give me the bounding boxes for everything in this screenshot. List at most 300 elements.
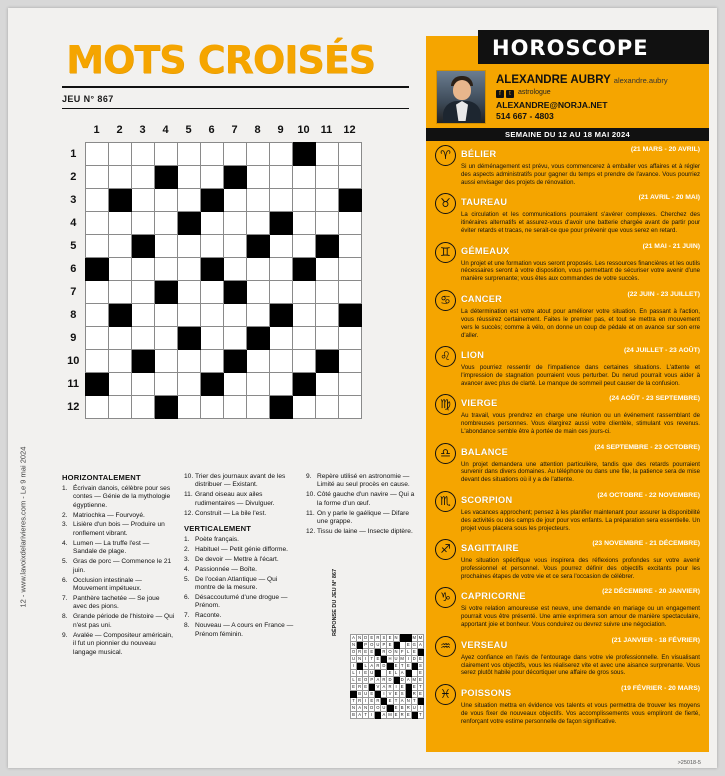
grid-cell[interactable]: [246, 303, 269, 326]
answer-cell: G: [412, 642, 416, 647]
answer-cell: A: [400, 698, 404, 703]
grid-cell[interactable]: [269, 234, 292, 257]
answer-cell: S: [400, 691, 404, 696]
grid-cell[interactable]: [200, 303, 223, 326]
grid-cell[interactable]: [292, 349, 315, 372]
clue-number: 10.: [184, 473, 194, 480]
horoscope-sign-gmeaux: [435, 241, 700, 288]
clue-item: [184, 612, 297, 620]
grid-cell[interactable]: [315, 142, 338, 165]
clue-number: 1.: [62, 484, 68, 492]
clue-text: De devoir — Mettre à l'écart.: [195, 555, 279, 563]
facebook-icon[interactable]: f: [496, 90, 504, 98]
grid-cell[interactable]: [315, 326, 338, 349]
grid-cell: [269, 211, 292, 234]
grid-cell[interactable]: [154, 234, 177, 257]
crossword-grid[interactable]: [62, 119, 362, 419]
grid-cell[interactable]: [292, 211, 315, 234]
answer-cell: E: [358, 677, 361, 682]
zodiac-lion-icon: ♌: [435, 346, 456, 367]
clue-number: 12.: [306, 528, 316, 536]
answer-cell: N: [394, 635, 398, 640]
sign-dates: (21 MAI - 21 JUIN): [642, 242, 700, 250]
row-header-7: 7: [70, 285, 77, 298]
grid-cell: [200, 257, 223, 280]
grid-cell[interactable]: [292, 188, 315, 211]
clue-item: [306, 510, 419, 527]
row-header-3: 3: [70, 193, 77, 206]
row-header-8: 8: [70, 308, 77, 321]
answer-cell: E: [419, 670, 422, 675]
grid-cell[interactable]: [315, 372, 338, 395]
row-header-12: 12: [67, 400, 80, 413]
grid-cell[interactable]: [154, 142, 177, 165]
zodiac-scorpion-icon: ♏: [435, 491, 456, 512]
col-header-6: 6: [208, 124, 215, 137]
zodiac-balance-icon: ♎: [435, 443, 456, 464]
grid-cell[interactable]: [223, 257, 246, 280]
row-header-11: 11: [67, 377, 80, 390]
answer-cell: I: [363, 698, 369, 705]
title-divider: [62, 86, 409, 88]
grid-cell[interactable]: [269, 188, 292, 211]
page-spine: [8, 8, 36, 768]
grid-cell[interactable]: [315, 257, 338, 280]
sign-text: Si un déménagement est prévu, vous commencerez à emballer vos affaires et à régler des aspects administratifs pour gagner du temps et prendre de l'avance. Vous pourriez aussi envisager des projets de rénovation.: [461, 163, 700, 186]
grid-cell: [269, 395, 292, 418]
grid-cell[interactable]: [269, 326, 292, 349]
zodiac-verseau-icon: ♒: [435, 636, 456, 657]
grid-cell[interactable]: [154, 188, 177, 211]
grid-cell[interactable]: [338, 234, 361, 257]
clue-number: 8.: [62, 613, 68, 621]
grid-cell[interactable]: [131, 280, 154, 303]
answer-cell: P: [364, 642, 368, 647]
clue-number: 7.: [184, 612, 190, 620]
grid-cell[interactable]: [177, 257, 200, 280]
row-header-1: 1: [70, 147, 77, 160]
grid-cell[interactable]: [269, 165, 292, 188]
answer-cell: E: [419, 656, 422, 661]
answer-cell: E: [364, 684, 368, 689]
answer-cell: U: [364, 691, 368, 696]
sign-name: CANCER: [461, 293, 503, 304]
answer-cell: E: [406, 642, 410, 647]
grid-cell: [223, 349, 246, 372]
grid-cell[interactable]: [315, 211, 338, 234]
newspaper-page: [8, 8, 717, 768]
grid-cell[interactable]: [246, 372, 269, 395]
answer-key-label: RÉPONSE DU JEU N° 867: [332, 569, 338, 636]
horoscope-title: HOROSCOPE: [492, 36, 649, 60]
grid-cell[interactable]: [223, 211, 246, 234]
clue-number: 6.: [62, 576, 68, 584]
grid-row: [62, 211, 361, 234]
grid-cell[interactable]: [177, 303, 200, 326]
zodiac-poissons-icon: ♓: [435, 684, 456, 705]
grid-cell[interactable]: [108, 211, 131, 234]
col-header-3: 3: [139, 124, 146, 137]
grid-cell[interactable]: [338, 395, 361, 418]
answer-cell: L: [352, 670, 355, 675]
answer-cell: D: [382, 663, 386, 668]
grid-cell[interactable]: [108, 280, 131, 303]
grid-row: [62, 303, 361, 326]
page-title: MOTS CROISÉS: [66, 38, 375, 82]
answer-cell: D: [388, 677, 392, 682]
zodiac-sagittaire-icon: ♐: [435, 539, 456, 560]
answer-cell: E: [388, 670, 392, 675]
grid-cell[interactable]: [85, 142, 108, 165]
grid-cell[interactable]: [85, 211, 108, 234]
sign-text: La détermination est votre atout pour améliorer votre situation. En passant à l'action, vous réussirez certainement. Faites le premier pas, et tout se mettra en mouvement vers le succès; comme à vélo, on donne un coup de pédale et on avance sur son erre d'aller.: [461, 307, 700, 339]
grid-cell[interactable]: [108, 372, 131, 395]
grid-cell[interactable]: [292, 234, 315, 257]
answer-cell: R: [376, 635, 380, 640]
grid-cell[interactable]: [154, 303, 177, 326]
grid-cell[interactable]: [154, 326, 177, 349]
crossword-section: [48, 26, 423, 752]
answer-cell: I: [405, 656, 411, 663]
answer-cell: N: [364, 705, 368, 710]
grid-cell[interactable]: [200, 395, 223, 418]
grid-cell[interactable]: [338, 142, 361, 165]
clue-item: [184, 556, 297, 564]
clue-number: 3.: [62, 521, 68, 529]
sign-text: Un projet et une formation vous seront proposés. Les ressources financières et les outils nécessaires seront à votre disposition, vous permettant de sécuriser votre avenir d'une manière surprenante; vous êtes aux commandes de votre succès.: [461, 259, 700, 283]
grid-cell[interactable]: [108, 395, 131, 418]
grid-cell[interactable]: [177, 280, 200, 303]
sign-name: SCORPION: [461, 494, 513, 505]
grid-row: [62, 395, 361, 418]
grid-cell[interactable]: [131, 142, 154, 165]
row-header-9: 9: [70, 331, 77, 344]
grid-cell[interactable]: [131, 326, 154, 349]
grid-cell[interactable]: [223, 142, 246, 165]
avatar: [436, 70, 486, 124]
clues-area: [62, 473, 422, 659]
grid-cell[interactable]: [131, 303, 154, 326]
grid-cell[interactable]: [246, 142, 269, 165]
grid-cell[interactable]: [131, 211, 154, 234]
grid-cell: [338, 188, 361, 211]
answer-cell: T: [400, 663, 404, 668]
clue-number: 1.: [184, 535, 190, 543]
answer-cell: M: [400, 656, 404, 661]
grid-cell[interactable]: [177, 395, 200, 418]
answer-cell: T: [394, 698, 398, 703]
clue-number: 9.: [62, 631, 68, 639]
grid-cell[interactable]: [315, 188, 338, 211]
horoscope-sign-scorpion: [435, 490, 700, 537]
grid-cell[interactable]: [200, 142, 223, 165]
grid-cell[interactable]: [131, 395, 154, 418]
answer-cell: E: [394, 712, 398, 717]
grid-cell[interactable]: [292, 303, 315, 326]
grid-cell[interactable]: [246, 165, 269, 188]
answer-cell: D: [412, 656, 416, 661]
game-number: JEU N° 867: [62, 94, 114, 104]
answer-cell: D: [400, 677, 404, 682]
grid-cell[interactable]: [246, 395, 269, 418]
grid-cell[interactable]: [269, 142, 292, 165]
grid-cell[interactable]: [269, 372, 292, 395]
col-header-5: 5: [185, 124, 192, 137]
clue-text: Construit — La bile l'est.: [195, 509, 267, 517]
answer-cell: M: [418, 635, 423, 640]
answer-cell: E: [406, 712, 410, 717]
grid-cell[interactable]: [85, 326, 108, 349]
answer-cell: T: [352, 698, 355, 703]
answer-cell: D: [364, 635, 368, 640]
grid-cell[interactable]: [108, 234, 131, 257]
grid-cell[interactable]: [246, 280, 269, 303]
grid-cell[interactable]: [338, 257, 361, 280]
sign-dates: (23 NOVEMBRE - 21 DÉCEMBRE): [592, 540, 700, 548]
grid-cell[interactable]: [338, 349, 361, 372]
astrologer-email[interactable]: ALEXANDRE@NORJA.NET: [496, 100, 608, 110]
clue-item: [184, 473, 297, 490]
grid-cell[interactable]: [154, 257, 177, 280]
sign-text: Ayez confiance en l'avis de l'entourage dans votre vie professionnelle. En visualisant clairement vos objectifs, vous les réaliserez vite et avec une aisance surprenante. Vous serez plutôt habile pour décortiquer une affaire de gros sous.: [461, 653, 700, 677]
grid-cell: [223, 165, 246, 188]
grid-row: [62, 349, 361, 372]
sign-name: VIERGE: [461, 398, 498, 409]
sign-text: Les vacances approchent; pensez à les planifier maintenant pour assurer la disponibilité des activités ou des camps de jour pour vos enfants. La préparation sera essentielle. Un projet vous placera sous les projecteurs.: [461, 508, 700, 532]
grid-cell[interactable]: [154, 372, 177, 395]
grid-cell[interactable]: [223, 326, 246, 349]
grid-cell[interactable]: [200, 326, 223, 349]
grid-cell[interactable]: [315, 303, 338, 326]
answer-cell: F: [400, 649, 404, 654]
answer-cell: O: [370, 642, 374, 647]
clue-item: [306, 528, 419, 536]
grid-cell[interactable]: [200, 280, 223, 303]
horoscope-sign-lion: [435, 345, 700, 392]
grid-cell[interactable]: [223, 372, 246, 395]
grid-cell[interactable]: [108, 142, 131, 165]
sign-text: Si votre relation amoureuse est neuve, une demande en mariage ou un engagement pourrait vous être présenté. Une amie exprimera son amour de manière spectaculaire, apportant joie et bonheur. Vous conduirez ou devrez suivre une négociation.: [461, 605, 700, 629]
grid-cell[interactable]: [85, 188, 108, 211]
clue-item: [184, 622, 297, 639]
clue-number: 5.: [62, 558, 68, 566]
grid-cell[interactable]: [292, 280, 315, 303]
answer-cell: E: [394, 663, 398, 668]
grid-cell[interactable]: [338, 326, 361, 349]
grid-cell: [177, 326, 200, 349]
grid-cell[interactable]: [108, 257, 131, 280]
grid-cell[interactable]: [131, 372, 154, 395]
grid-cell[interactable]: [108, 349, 131, 372]
horoscope-sign-verseau: [435, 635, 700, 682]
grid-cell[interactable]: [85, 395, 108, 418]
astrologer-phone[interactable]: 514 667 - 4803: [496, 111, 554, 121]
answer-cell: N: [358, 635, 362, 640]
grid-cell[interactable]: [315, 165, 338, 188]
answer-grid: [350, 634, 424, 719]
answer-cell: E: [352, 684, 355, 689]
answer-cell: P: [370, 677, 374, 682]
grid-cell[interactable]: [177, 234, 200, 257]
grid-cell[interactable]: [315, 280, 338, 303]
zodiac-cancer-icon: ♋: [435, 290, 456, 311]
answer-cell: T: [419, 712, 422, 717]
clue-text: Lisière d'un bois — Produire un ronflement vibrant.: [73, 521, 165, 537]
zodiac-gmeaux-icon: ♊: [435, 242, 456, 263]
answer-cell: E: [370, 649, 374, 654]
grid-cell[interactable]: [292, 165, 315, 188]
zodiac-taureau-icon: ♉: [435, 193, 456, 214]
grid-cell[interactable]: [246, 349, 269, 372]
grid-cell[interactable]: [269, 349, 292, 372]
grid-cell[interactable]: [200, 211, 223, 234]
answer-cell: E: [388, 698, 392, 703]
grid-cell: [154, 280, 177, 303]
answer-cell: I: [381, 691, 387, 698]
answer-cell: A: [370, 663, 374, 668]
answer-cell: R: [358, 684, 362, 689]
grid-cell[interactable]: [85, 234, 108, 257]
answer-cell: V: [388, 691, 392, 696]
clue-text: Lumen — La truffe l'est — Sandale de plage.: [73, 539, 150, 556]
grid-cell[interactable]: [200, 234, 223, 257]
grid-cell[interactable]: [177, 372, 200, 395]
horizontal-heading: HORIZONTALEMENT: [62, 473, 141, 482]
grid-cell[interactable]: [246, 257, 269, 280]
grid-cell[interactable]: [177, 349, 200, 372]
answer-cell: I: [369, 712, 375, 719]
answer-cell: [417, 649, 423, 656]
grid-cell[interactable]: [200, 349, 223, 372]
grid-cell[interactable]: [315, 395, 338, 418]
answer-cell: H: [388, 656, 392, 661]
col-header-11: 11: [320, 124, 333, 137]
clue-item: [184, 566, 297, 574]
grid-cell[interactable]: [108, 326, 131, 349]
grid-cell[interactable]: [269, 280, 292, 303]
grid-cell[interactable]: [338, 165, 361, 188]
grid-cell[interactable]: [200, 165, 223, 188]
col-header-1: 1: [93, 124, 100, 137]
astrologer-name-text: ALEXANDRE AUBRY: [496, 74, 611, 86]
clue-text: De l'océan Atlantique — Qui montre de la mesure.: [195, 575, 278, 592]
col-header-8: 8: [254, 124, 261, 137]
grid-cell[interactable]: [292, 326, 315, 349]
answer-cell: M: [412, 635, 417, 640]
grid-cell: [269, 303, 292, 326]
answer-cell: T: [413, 698, 416, 703]
clue-number: 9.: [306, 473, 312, 480]
clue-number: 5.: [184, 575, 190, 583]
sign-name: VERSEAU: [461, 639, 508, 650]
grid-cell[interactable]: [85, 280, 108, 303]
answer-cell: B: [352, 712, 355, 717]
grid-cell[interactable]: [177, 188, 200, 211]
grid-cell[interactable]: [338, 280, 361, 303]
answer-cell: I: [363, 656, 369, 663]
answer-cell: A: [419, 642, 422, 647]
sign-dates: (24 JUILLET - 23 AOÛT): [623, 346, 700, 354]
grid-cell[interactable]: [223, 395, 246, 418]
grid-cell[interactable]: [177, 165, 200, 188]
horoscope-section: [426, 36, 709, 766]
grid-cell[interactable]: [292, 395, 315, 418]
grid-cell[interactable]: [223, 234, 246, 257]
clue-text: Raconte.: [195, 612, 222, 620]
grid-cell[interactable]: [154, 211, 177, 234]
clue-item: [62, 485, 175, 510]
grid-cell[interactable]: [223, 303, 246, 326]
col-header-10: 10: [297, 124, 310, 137]
game-divider: [62, 108, 409, 109]
grid-cell[interactable]: [85, 165, 108, 188]
answer-cell: U: [352, 656, 356, 661]
answer-cell: I: [357, 670, 363, 677]
grid-cell: [246, 326, 269, 349]
clue-number: 2.: [62, 511, 68, 519]
clue-item: [62, 512, 175, 520]
answer-cell: E: [406, 663, 410, 668]
grid-cell[interactable]: [177, 142, 200, 165]
grid-cell[interactable]: [108, 165, 131, 188]
sign-name: POISSONS: [461, 687, 512, 698]
answer-cell: I: [351, 663, 357, 670]
grid-cell[interactable]: [131, 165, 154, 188]
sign-dates: (22 DÉCEMBRE - 20 JANVIER): [602, 588, 700, 596]
answer-cell: [417, 698, 423, 705]
answer-cell: E: [419, 691, 422, 696]
grid-cell[interactable]: [131, 257, 154, 280]
clue-text: Tissu de laine — Insecte diptère.: [317, 528, 413, 536]
clue-text: Désaccoutumé d'une drogue — Prénom.: [195, 594, 288, 610]
grid-cell: [200, 372, 223, 395]
row-header-5: 5: [70, 239, 77, 252]
grid-cell: [85, 372, 108, 395]
grid-cell[interactable]: [338, 372, 361, 395]
grid-cell[interactable]: [85, 303, 108, 326]
grid-cell[interactable]: [269, 257, 292, 280]
grid-row: [62, 257, 361, 280]
answer-cell: R: [412, 691, 416, 696]
print-code: >25018-5: [677, 760, 701, 766]
col-header-4: 4: [162, 124, 169, 137]
answer-cell: E: [370, 698, 374, 703]
sign-name: BALANCE: [461, 446, 509, 457]
sign-dates: (22 JUIN - 23 JUILLET): [627, 290, 700, 298]
answer-cell: L: [407, 649, 410, 654]
grid-cell[interactable]: [246, 211, 269, 234]
answer-key: [332, 569, 424, 726]
grid-cell[interactable]: [154, 349, 177, 372]
grid-cell[interactable]: [85, 349, 108, 372]
answer-cell: M: [388, 712, 392, 717]
sign-text: Une situation spécifique vous inspirera des réflexions profondes sur votre avenir professionnel et personnel. Vous pourrez définir des objectifs excitants pour les prochaines étapes de votre vie et ce sera l'occasion de célébrer.: [461, 557, 700, 580]
col-header-9: 9: [277, 124, 284, 137]
horoscope-sign-capricorne: [435, 586, 700, 633]
twitter-icon[interactable]: t: [506, 90, 514, 98]
grid-cell[interactable]: [338, 211, 361, 234]
answer-cell: E: [400, 684, 404, 689]
grid-cell: [292, 142, 315, 165]
grid-cell[interactable]: [223, 188, 246, 211]
grid-row: [62, 372, 361, 395]
answer-cell: A: [382, 684, 386, 689]
grid-cell: [246, 234, 269, 257]
clue-item: [184, 536, 297, 544]
grid-row: [62, 142, 361, 165]
grid-cell[interactable]: [246, 188, 269, 211]
grid-cell[interactable]: [131, 188, 154, 211]
